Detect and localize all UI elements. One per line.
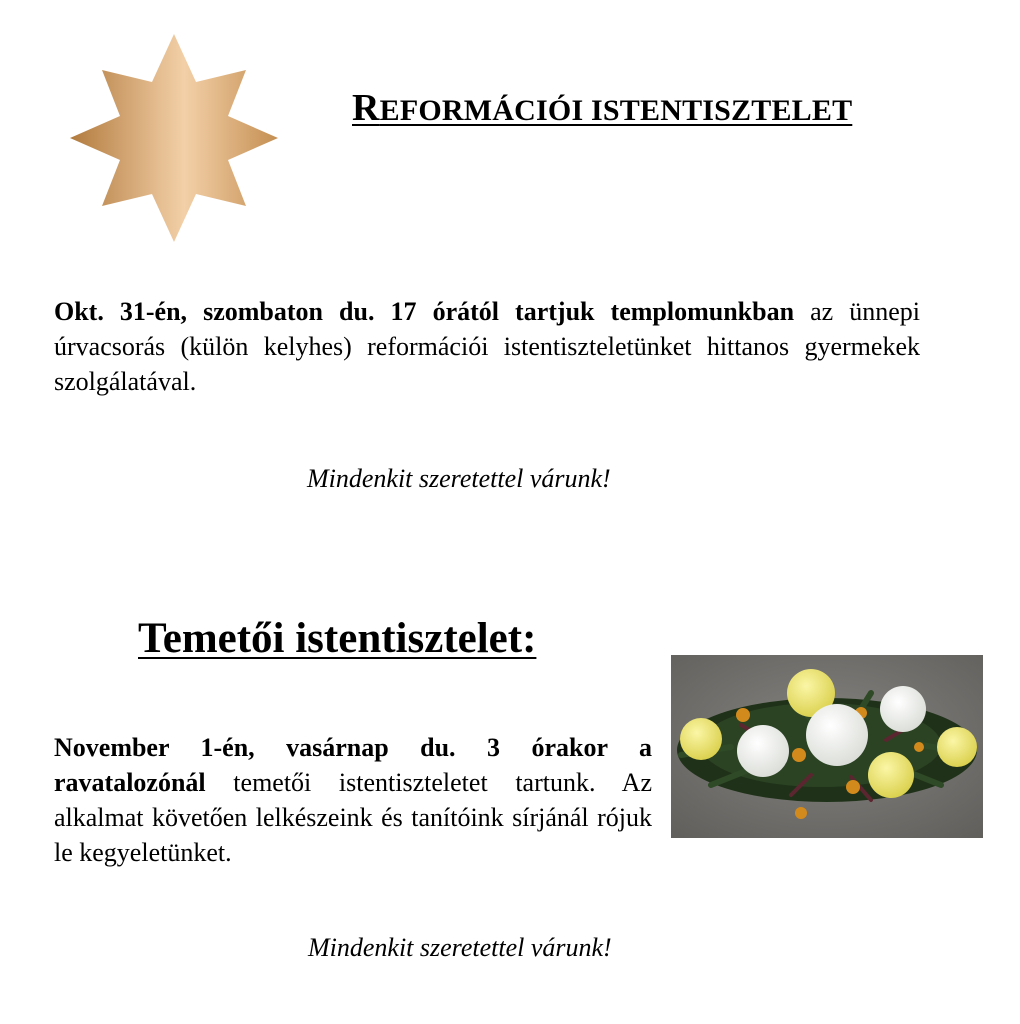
reformation-invitation: Mindenkit szeretettel várunk! [307, 464, 611, 493]
funeral-wreath-photo [671, 655, 983, 838]
cemetery-date-text: November 1-én, vasárnap du. 3 órakor a ravatalozónál [54, 733, 652, 797]
reformation-date-text: Okt. 31-én, szombaton du. 17 órától tartjuk templomunkban [54, 297, 795, 326]
cemetery-body-text: temetői istentiszteletet tartunk. Az alkalmat követően lelkészeink és tanítóink sírjánál rójuk le kegyeletünket. [54, 768, 652, 867]
reformation-title: REFORMÁCIÓI ISTENTISZTELET [352, 87, 853, 129]
reformation-body-text: az ünnepi úrvacsorás (külön kelyhes) reformációi istentiszteletünket hittanos gyermekek szolgálatával. [54, 297, 920, 396]
reformation-paragraph [54, 294, 920, 399]
cemetery-paragraph [54, 730, 652, 870]
cemetery-invitation: Mindenkit szeretettel várunk! [308, 933, 612, 962]
eight-pointed-star-icon [68, 34, 280, 242]
cemetery-title: Temetői istentisztelet: [138, 615, 537, 662]
